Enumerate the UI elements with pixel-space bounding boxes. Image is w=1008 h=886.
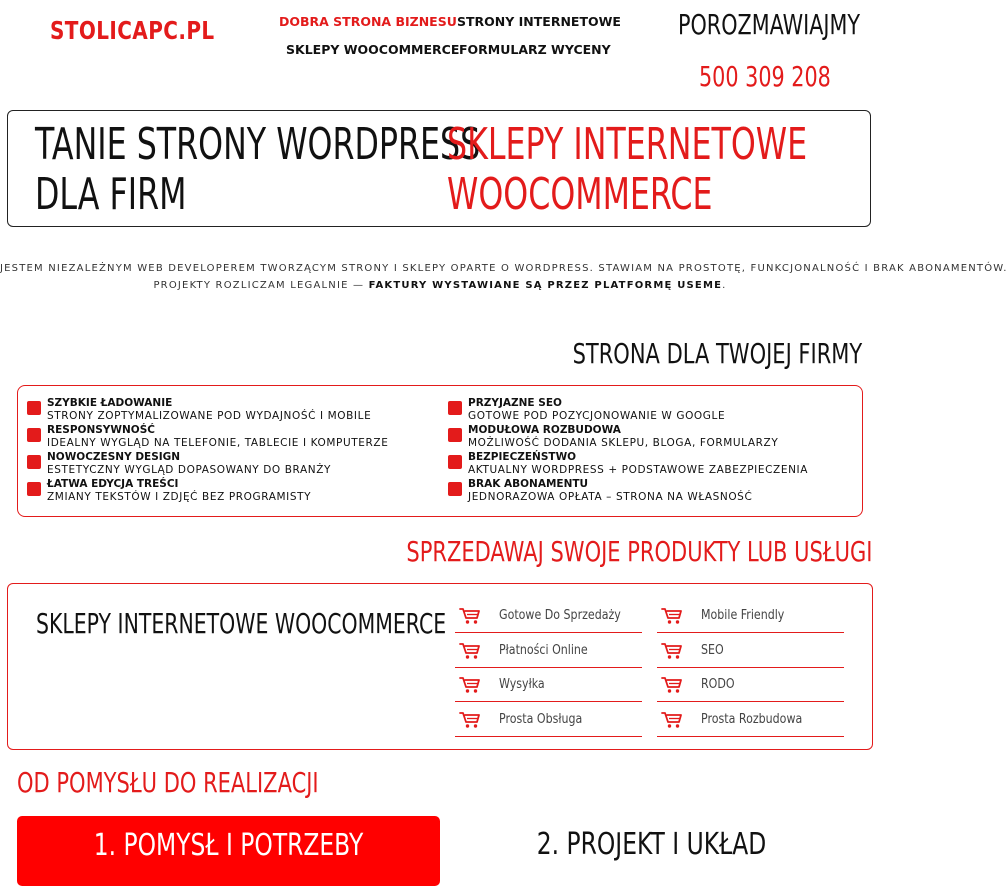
step-1-label: 1. POMYSŁ I POTRZEBY bbox=[93, 828, 364, 863]
shopping-cart-icon bbox=[661, 711, 683, 729]
red-square-icon bbox=[27, 401, 41, 415]
shop-feature-label: Wysyłka bbox=[499, 677, 545, 692]
feature-description: IDEALNY WYGLĄD NA TELEFONIE, TABLECIE I KOMPUTERZE bbox=[47, 437, 389, 449]
feature-title: PRZYJAZNE SEO bbox=[468, 397, 562, 409]
intro-useme-note: FAKTURY WYSTAWIANE SĄ PRZEZ PLATFORMĘ USEME bbox=[368, 280, 723, 291]
shop-feature-label: RODO bbox=[701, 677, 735, 692]
feature-title: BEZPIECZEŃSTWO bbox=[468, 451, 577, 463]
hero-left-line1: TANIE STRONY WORDPRESS bbox=[35, 119, 481, 170]
shop-feature-item bbox=[455, 668, 642, 702]
shopping-cart-icon bbox=[661, 676, 683, 694]
company-section-title: STRONA DLA TWOJEJ FIRMY bbox=[572, 337, 862, 370]
feature-description: JEDNORAZOWA OPŁATA – STRONA NA WŁASNOŚĆ bbox=[468, 491, 753, 503]
feature-title: NOWOCZESNY DESIGN bbox=[47, 451, 181, 463]
intro-line-2 bbox=[0, 280, 880, 291]
red-square-icon bbox=[448, 482, 462, 496]
shop-feature-label: Mobile Friendly bbox=[701, 608, 785, 623]
nav-strony-internetowe[interactable]: STRONY INTERNETOWE bbox=[457, 14, 621, 29]
shopping-cart-icon bbox=[661, 607, 683, 625]
shop-section-title: SPRZEDAWAJ SWOJE PRODUKTY LUB USŁUGI bbox=[405, 535, 872, 568]
hero-right-line2: WOOCOMMERCE bbox=[447, 169, 713, 220]
shop-feature-label: Płatności Online bbox=[499, 642, 588, 658]
shopping-cart-icon bbox=[459, 642, 481, 660]
red-square-icon bbox=[27, 455, 41, 469]
shopping-cart-icon bbox=[661, 642, 683, 660]
shop-feature-label: Gotowe Do Sprzedaży bbox=[499, 608, 621, 623]
red-square-icon bbox=[27, 428, 41, 442]
feature-description: ESTETYCZNY WYGLĄD DOPASOWANY DO BRANŻY bbox=[47, 464, 332, 476]
shop-feature-label: SEO bbox=[701, 642, 724, 658]
shop-feature-label: Prosta Obsługa bbox=[499, 711, 583, 727]
phone-number-link[interactable]: 500 309 208 bbox=[699, 60, 831, 93]
feature-title: RESPONSYWNOŚĆ bbox=[47, 424, 155, 436]
shop-box-title: SKLEPY INTERNETOWE WOOCOMMERCE bbox=[36, 607, 447, 640]
nav-dobra-strona-biznesu[interactable]: DOBRA STRONA BIZNESU bbox=[279, 14, 457, 29]
shop-feature-label: Prosta Rozbudowa bbox=[701, 711, 803, 727]
hero-right-line1: SKLEPY INTERNETOWE bbox=[447, 119, 808, 170]
shopping-cart-icon bbox=[459, 711, 481, 729]
shop-feature-item bbox=[657, 668, 844, 702]
site-logo[interactable]: STOLICAPC.PL bbox=[50, 16, 215, 45]
shop-feature-item bbox=[657, 703, 844, 737]
shop-feature-item bbox=[455, 599, 642, 633]
step-2-tab[interactable]: 2. PROJEKT I UKŁAD bbox=[536, 827, 767, 862]
step-1-button[interactable] bbox=[17, 816, 440, 886]
intro-line-2-prefix: PROJEKTY ROZLICZAM LEGALNIE — bbox=[153, 280, 369, 291]
shopping-cart-icon bbox=[459, 607, 481, 625]
feature-description: AKTUALNY WORDPRESS + PODSTAWOWE ZABEZPIECZENIA bbox=[468, 464, 809, 476]
hero-left-line2: DLA FIRM bbox=[35, 169, 187, 220]
shop-feature-item bbox=[455, 703, 642, 737]
feature-title: ŁATWA EDYCJA TREŚCI bbox=[47, 478, 179, 490]
intro-line-1: JESTEM NIEZALEŻNYM WEB DEVELOPEREM TWORZĄCYM STRONY I SKLEPY OPARTE O WORDPRESS. STAWIAM NA PROSTOTĘ, FUNKCJONALNOŚĆ I BRAK ABONAMENTÓW. bbox=[0, 263, 1008, 274]
feature-title: MODUŁOWA ROZBUDOWA bbox=[468, 424, 621, 436]
shop-feature-item bbox=[657, 634, 844, 668]
shopping-cart-icon bbox=[459, 676, 481, 694]
red-square-icon bbox=[27, 482, 41, 496]
feature-description: ZMIANY TEKSTÓW I ZDJĘĆ BEZ PROGRAMISTY bbox=[47, 491, 312, 503]
feature-title: SZYBKIE ŁADOWANIE bbox=[47, 397, 173, 409]
shop-feature-item bbox=[455, 634, 642, 668]
nav-sklepy-woocommerce[interactable]: SKLEPY WOOCOMMERCE bbox=[286, 42, 460, 57]
feature-title: BRAK ABONAMENTU bbox=[468, 478, 589, 490]
feature-description: MOŻLIWOŚĆ DODANIA SKLEPU, BLOGA, FORMULARZY bbox=[468, 437, 779, 449]
red-square-icon bbox=[448, 428, 462, 442]
red-square-icon bbox=[448, 455, 462, 469]
process-section-title: OD POMYSŁU DO REALIZACJI bbox=[17, 766, 319, 799]
feature-description: GOTOWE POD POZYCJONOWANIE W GOOGLE bbox=[468, 410, 726, 422]
nav-formularz-wyceny[interactable]: FORMULARZ WYCENY bbox=[459, 42, 611, 57]
feature-description: STRONY ZOPTYMALIZOWANE POD WYDAJNOŚĆ I MOBILE bbox=[47, 410, 372, 422]
shop-feature-item bbox=[657, 599, 844, 633]
red-square-icon bbox=[448, 401, 462, 415]
intro-line-2-suffix: . bbox=[722, 280, 727, 291]
contact-cta-label[interactable]: POROZMAWIAJMY bbox=[678, 8, 861, 41]
